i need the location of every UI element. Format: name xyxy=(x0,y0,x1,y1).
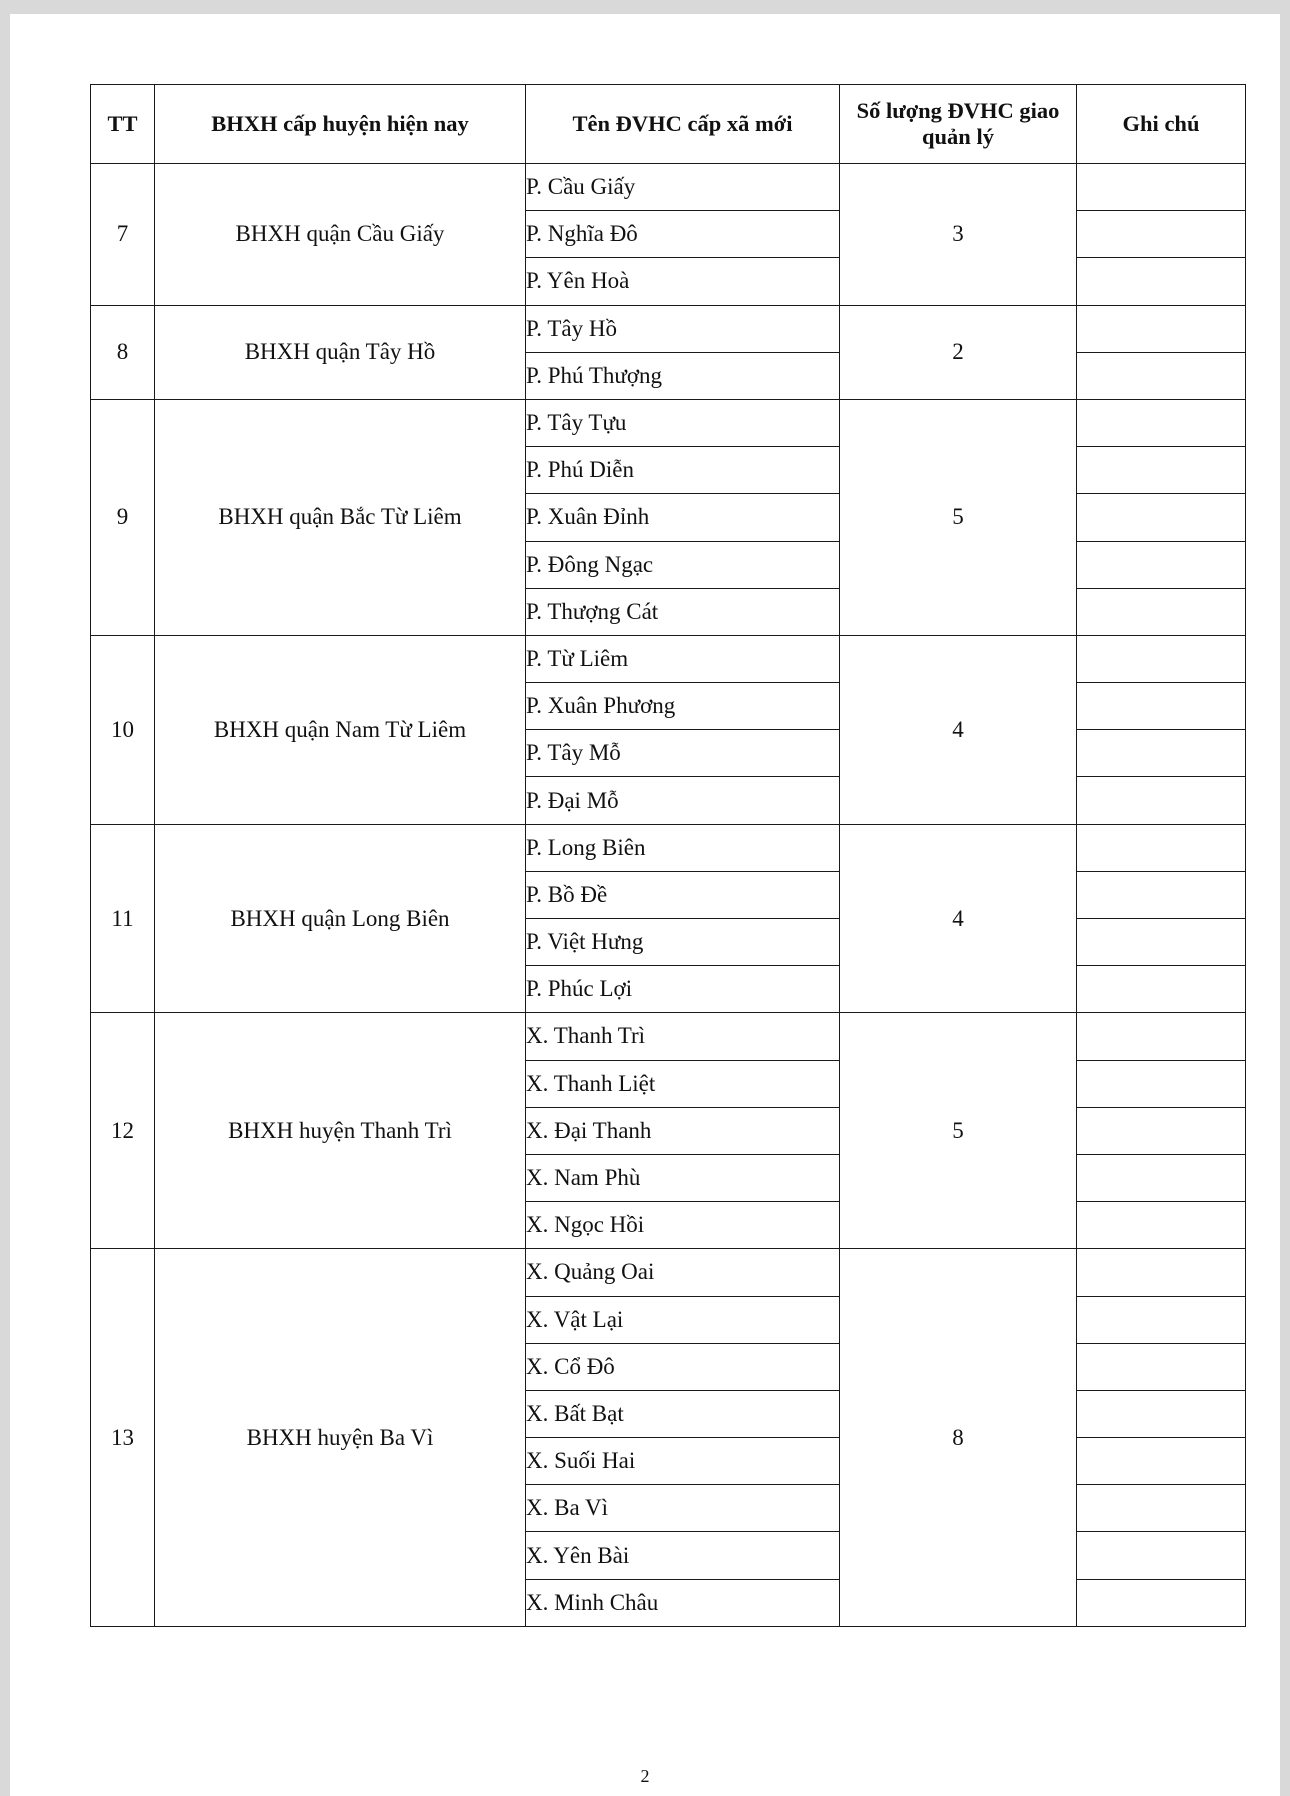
office-name: BHXH quận Cầu Giấy xyxy=(155,164,526,306)
note-cell xyxy=(1077,1107,1246,1154)
ward-name: P. Tây Tựu xyxy=(526,399,840,446)
header-tt: TT xyxy=(91,85,155,164)
ward-name: P. Bồ Đề xyxy=(526,871,840,918)
row-number: 8 xyxy=(91,305,155,399)
office-name: BHXH huyện Thanh Trì xyxy=(155,1013,526,1249)
table-row xyxy=(91,635,1246,682)
office-name: BHXH quận Nam Từ Liêm xyxy=(155,635,526,824)
ward-name: P. Từ Liêm xyxy=(526,635,840,682)
note-cell xyxy=(1077,258,1246,305)
note-cell xyxy=(1077,1013,1246,1060)
ward-name: P. Xuân Phương xyxy=(526,683,840,730)
table-body xyxy=(91,164,1246,1627)
ward-name: X. Thanh Trì xyxy=(526,1013,840,1060)
unit-count: 8 xyxy=(840,1249,1077,1627)
ward-name: P. Nghĩa Đô xyxy=(526,211,840,258)
table-row xyxy=(91,399,1246,446)
ward-name: P. Phú Thượng xyxy=(526,352,840,399)
note-cell xyxy=(1077,447,1246,494)
page-number: 2 xyxy=(640,1766,650,1786)
ward-name: X. Minh Châu xyxy=(526,1579,840,1626)
ward-name: P. Long Biên xyxy=(526,824,840,871)
row-number: 9 xyxy=(91,399,155,635)
note-cell xyxy=(1077,777,1246,824)
document-page xyxy=(10,14,1280,1796)
table-row xyxy=(91,1013,1246,1060)
ward-name: P. Việt Hưng xyxy=(526,919,840,966)
ward-name: X. Đại Thanh xyxy=(526,1107,840,1154)
unit-count: 2 xyxy=(840,305,1077,399)
note-cell xyxy=(1077,1202,1246,1249)
note-cell xyxy=(1077,966,1246,1013)
note-cell xyxy=(1077,1154,1246,1201)
ward-name: X. Thanh Liệt xyxy=(526,1060,840,1107)
ward-name: P. Phúc Lợi xyxy=(526,966,840,1013)
ward-name: P. Tây Mỗ xyxy=(526,730,840,777)
ward-name: X. Vật Lại xyxy=(526,1296,840,1343)
ward-name: P. Cầu Giấy xyxy=(526,164,840,211)
note-cell xyxy=(1077,683,1246,730)
ward-name: X. Ngọc Hồi xyxy=(526,1202,840,1249)
note-cell xyxy=(1077,1343,1246,1390)
note-cell xyxy=(1077,1579,1246,1626)
note-cell xyxy=(1077,541,1246,588)
header-count: Số lượng ĐVHC giao quản lý xyxy=(840,85,1077,164)
row-number: 10 xyxy=(91,635,155,824)
header-ward: Tên ĐVHC cấp xã mới xyxy=(526,85,840,164)
office-name: BHXH quận Bắc Từ Liêm xyxy=(155,399,526,635)
note-cell xyxy=(1077,1249,1246,1296)
ward-name: P. Thượng Cát xyxy=(526,588,840,635)
ward-name: X. Yên Bài xyxy=(526,1532,840,1579)
note-cell xyxy=(1077,305,1246,352)
table-row xyxy=(91,164,1246,211)
note-cell xyxy=(1077,730,1246,777)
ward-name: X. Ba Vì xyxy=(526,1485,840,1532)
row-number: 13 xyxy=(91,1249,155,1627)
row-number: 12 xyxy=(91,1013,155,1249)
note-cell xyxy=(1077,1485,1246,1532)
note-cell xyxy=(1077,399,1246,446)
unit-count: 4 xyxy=(840,635,1077,824)
unit-count: 3 xyxy=(840,164,1077,306)
ward-name: P. Đại Mỗ xyxy=(526,777,840,824)
note-cell xyxy=(1077,919,1246,966)
unit-count: 5 xyxy=(840,399,1077,635)
ward-name: P. Xuân Đỉnh xyxy=(526,494,840,541)
table-row xyxy=(91,824,1246,871)
row-number: 7 xyxy=(91,164,155,306)
office-name: BHXH quận Tây Hồ xyxy=(155,305,526,399)
ward-name: P. Phú Diễn xyxy=(526,447,840,494)
ward-name: X. Suối Hai xyxy=(526,1438,840,1485)
ward-name: X. Quảng Oai xyxy=(526,1249,840,1296)
note-cell xyxy=(1077,1438,1246,1485)
table-row xyxy=(91,305,1246,352)
note-cell xyxy=(1077,211,1246,258)
unit-count: 4 xyxy=(840,824,1077,1013)
ward-name: X. Bất Bạt xyxy=(526,1390,840,1437)
ward-name: P. Yên Hoà xyxy=(526,258,840,305)
header-note: Ghi chú xyxy=(1077,85,1246,164)
ward-name: X. Nam Phù xyxy=(526,1154,840,1201)
note-cell xyxy=(1077,824,1246,871)
header-office: BHXH cấp huyện hiện nay xyxy=(155,85,526,164)
note-cell xyxy=(1077,164,1246,211)
note-cell xyxy=(1077,1060,1246,1107)
note-cell xyxy=(1077,635,1246,682)
ward-name: X. Cổ Đô xyxy=(526,1343,840,1390)
assignment-table xyxy=(90,84,1246,1627)
office-name: BHXH huyện Ba Vì xyxy=(155,1249,526,1627)
office-name: BHXH quận Long Biên xyxy=(155,824,526,1013)
ward-name: P. Tây Hồ xyxy=(526,305,840,352)
note-cell xyxy=(1077,352,1246,399)
table-header-row xyxy=(91,85,1246,164)
note-cell xyxy=(1077,588,1246,635)
note-cell xyxy=(1077,1296,1246,1343)
note-cell xyxy=(1077,1390,1246,1437)
row-number: 11 xyxy=(91,824,155,1013)
note-cell xyxy=(1077,871,1246,918)
note-cell xyxy=(1077,1532,1246,1579)
ward-name: P. Đông Ngạc xyxy=(526,541,840,588)
unit-count: 5 xyxy=(840,1013,1077,1249)
table-row xyxy=(91,1249,1246,1296)
note-cell xyxy=(1077,494,1246,541)
